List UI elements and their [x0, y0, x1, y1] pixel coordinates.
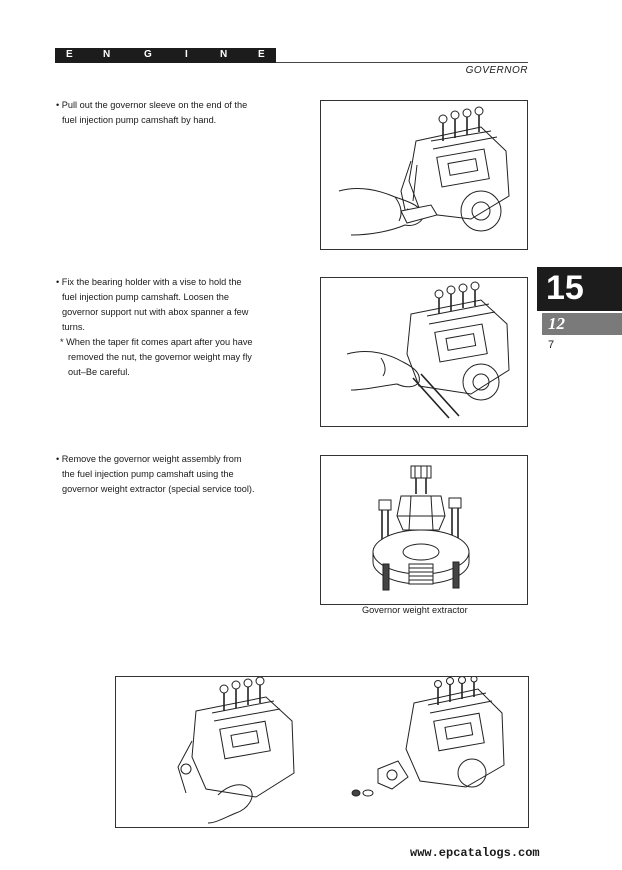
- header-letter: G: [144, 49, 152, 60]
- figure-pull-governor-sleeve: [320, 100, 528, 250]
- chapter-number: 15: [546, 269, 584, 307]
- step-line: • Pull out the governor sleeve on the end of the: [56, 100, 248, 110]
- step-line: • Fix the bearing holder with a vise to hold the: [56, 277, 242, 287]
- section-number-tab: [542, 313, 622, 335]
- section-number: 12: [548, 314, 565, 333]
- step-line: turns.: [62, 322, 85, 332]
- note-line: * When the taper fit comes apart after you have: [60, 337, 253, 347]
- figure-governor-weight-extractor: [320, 455, 528, 605]
- step-3-text: [56, 452, 292, 497]
- header-letter: N: [220, 49, 228, 60]
- chapter-header-bar: [55, 48, 276, 63]
- step-line: governor support nut with abox spanner a few: [62, 307, 249, 317]
- step-1-text: [56, 98, 292, 128]
- step-line: fuel injection pump camshaft. Loosen the: [62, 292, 230, 302]
- header-letter: N: [103, 49, 111, 60]
- header-letter: E: [258, 49, 265, 60]
- step-line: governor weight extractor (special service tool).: [62, 484, 255, 494]
- step-line: fuel injection pump camshaft by hand.: [62, 115, 217, 125]
- footer-url: www.epcatalogs.com: [410, 846, 540, 860]
- figure-caption: Governor weight extractor: [362, 605, 468, 615]
- header-letter: I: [185, 49, 188, 60]
- note-line: out–Be careful.: [68, 367, 130, 377]
- figure-pump-assembly-comparison: [115, 676, 529, 828]
- note-line: removed the nut, the governor weight may fly: [68, 352, 252, 362]
- step-line: • Remove the governor weight assembly from: [56, 454, 242, 464]
- step-2-text: [56, 275, 292, 380]
- section-title: GOVERNOR: [465, 65, 528, 76]
- header-rule: [276, 62, 528, 63]
- chapter-number-tab: [537, 267, 622, 311]
- page-number: 7: [548, 339, 555, 351]
- header-letter: E: [66, 49, 73, 60]
- step-line: the fuel injection pump camshaft using the: [62, 469, 234, 479]
- figure-loosen-governor-nut: [320, 277, 528, 427]
